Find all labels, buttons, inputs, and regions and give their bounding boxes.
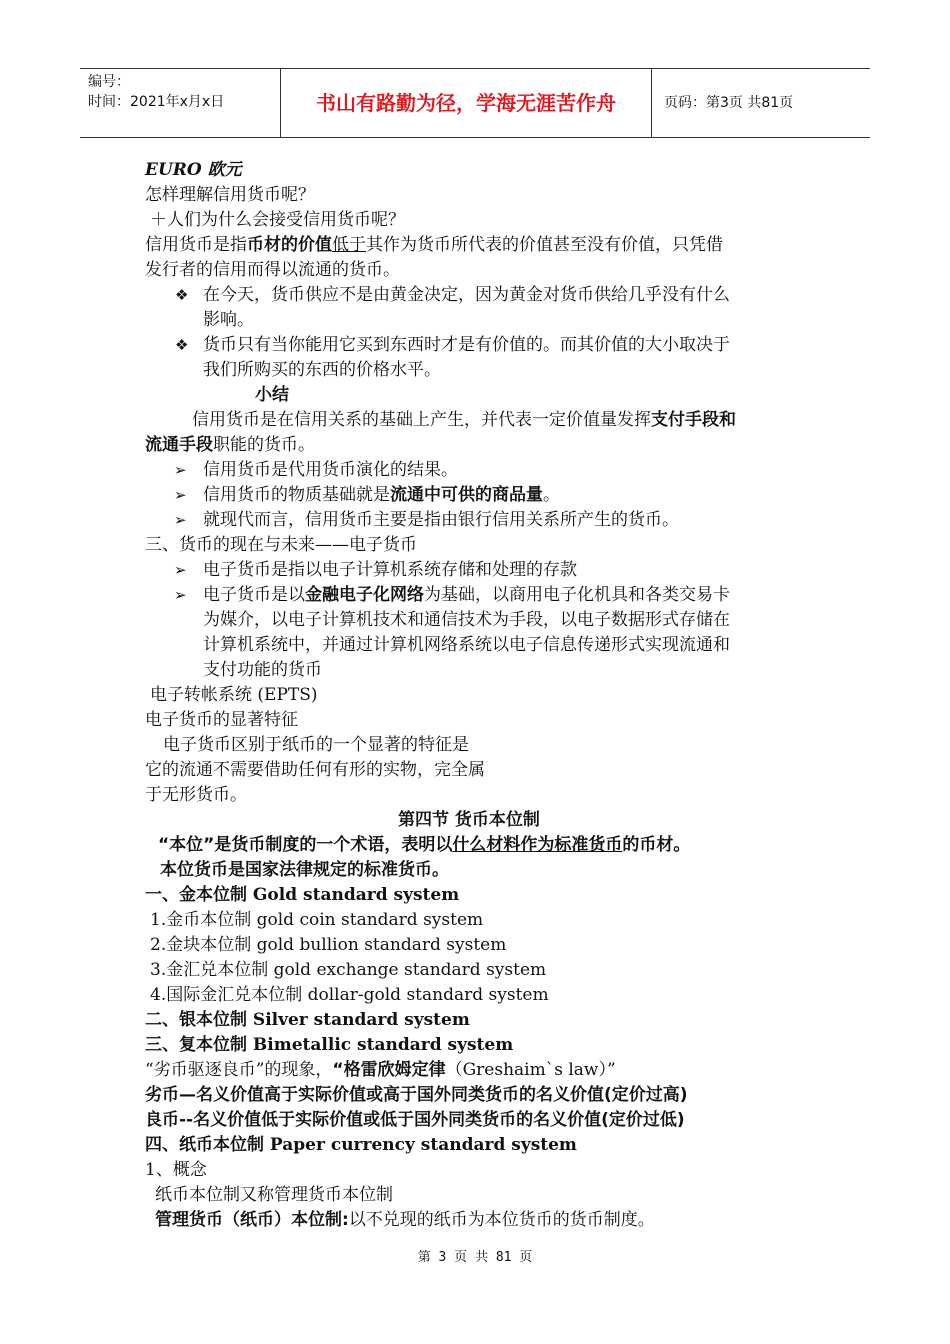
diamond-bullet-icon: ❖ bbox=[175, 336, 189, 354]
emoney-item-1: 电子货币是指以电子计算机系统存储和处理的存款 bbox=[203, 560, 577, 580]
question-2: ＋人们为什么会接受信用货币呢？ bbox=[150, 210, 405, 230]
benwei-definition-2: 本位货币是国家法律规定的标准货币。 bbox=[160, 860, 449, 880]
emoney-item-2-line2: 为媒介，以电子计算机技术和通信技术为手段，以电子数据形式存储在 bbox=[203, 610, 730, 630]
diamond-item-1: 在今天，货币供应不是由黄金决定，因为黄金对货币供给几乎没有什么 bbox=[203, 285, 730, 305]
gold-item-4: 4.国际金汇兑本位制 dollar-gold standard system bbox=[150, 985, 549, 1005]
emoney-feature-line2: 它的流通不需要借助任何有形的实物，完全属 bbox=[145, 760, 485, 780]
emoney-item-2-line3: 计算机系统中，并通过计算机网络系统以电子信息传递形式实现流通和 bbox=[203, 635, 730, 655]
bad-money-definition: 劣币—名义价值高于实际价值或高于国外同类货币的名义价值(定价过高) bbox=[145, 1085, 688, 1105]
emoney-feature-heading: 电子货币的显著特征 bbox=[145, 710, 298, 730]
gold-standard-heading: 一、金本位制 Gold standard system bbox=[145, 885, 460, 905]
diamond-bullet-icon: ❖ bbox=[175, 286, 189, 304]
page-header bbox=[80, 68, 870, 138]
gresham-law-line: “劣币驱逐良币”的现象，“格雷欣姆定律（Greshaim`s law）” bbox=[145, 1060, 616, 1080]
paper-standard-line1: 纸币本位制又称管理货币本位制 bbox=[155, 1185, 393, 1205]
diamond-item-2: 货币只有当你能用它买到东西时才是有价值的。而其价值的大小取决于 bbox=[203, 335, 730, 355]
diamond-item-2-line2: 我们所购买的东西的价格水平。 bbox=[203, 360, 441, 380]
gold-item-3: 3.金汇兑本位制 gold exchange standard system bbox=[150, 960, 547, 980]
arrow-item-2: 信用货币的物质基础就是流通中可供的商品量。 bbox=[203, 485, 560, 505]
silver-standard-heading: 二、银本位制 Silver standard system bbox=[145, 1010, 470, 1030]
page-footer: 第 3 页 共 81 页 bbox=[417, 1250, 533, 1265]
arrow-bullet-icon: ➢ bbox=[174, 586, 187, 604]
header-page-label: 页码：第3页 共81页 bbox=[664, 95, 794, 111]
credit-money-definition: 信用货币是指币材的价值低于其作为货币所代表的价值甚至没有价值，只凭借 bbox=[145, 235, 723, 255]
emoney-item-2-line4: 支付功能的货币 bbox=[203, 660, 322, 680]
emoney-feature-line3: 于无形货币。 bbox=[145, 785, 247, 805]
number-label: 编号： bbox=[88, 74, 130, 90]
arrow-bullet-icon: ➢ bbox=[174, 511, 187, 529]
benwei-definition: “本位”是货币制度的一个术语，表明以什么材料作为标准货币的币材。 bbox=[158, 835, 691, 855]
paper-standard-heading: 四、纸币本位制 Paper currency standard system bbox=[145, 1135, 577, 1155]
gold-item-1: 1.金币本位制 gold coin standard system bbox=[150, 910, 484, 930]
summary-text-line2: 流通手段职能的货币。 bbox=[145, 435, 315, 455]
section-3-heading: 三、货币的现在与未来——电子货币 bbox=[145, 535, 417, 555]
bimetallic-standard-heading: 三、复本位制 Bimetallic standard system bbox=[145, 1035, 514, 1055]
good-money-definition: 良币--名义价值低于实际价值或低于国外同类货币的名义价值(定价过低) bbox=[145, 1110, 685, 1130]
arrow-item-1: 信用货币是代用货币演化的结果。 bbox=[203, 460, 458, 480]
arrow-bullet-icon: ➢ bbox=[174, 461, 187, 479]
arrow-bullet-icon: ➢ bbox=[174, 561, 187, 579]
emoney-item-2: 电子货币是以金融电子化网络为基础，以商用电子化机具和各类交易卡 bbox=[203, 585, 730, 605]
date-label: 时间：2021年x月x日 bbox=[88, 94, 225, 110]
header-info bbox=[80, 69, 280, 137]
summary-text: 信用货币是在信用关系的基础上产生，并代表一定价值量发挥支付手段和 bbox=[192, 410, 736, 430]
epts-line: 电子转帐系统 (EPTS) bbox=[150, 685, 318, 705]
summary-title: 小结 bbox=[255, 385, 289, 405]
header-motto: 书山有路勤为径，学海无涯苦作舟 bbox=[280, 69, 652, 137]
credit-money-definition-line2: 发行者的信用而得以流通的货币。 bbox=[145, 260, 400, 280]
arrow-bullet-icon: ➢ bbox=[174, 486, 187, 504]
emoney-feature-line1: 电子货币区别于纸币的一个显著的特征是 bbox=[163, 735, 469, 755]
gold-item-2: 2.金块本位制 gold bullion standard system bbox=[150, 935, 507, 955]
question-1: 怎样理解信用货币呢？ bbox=[145, 185, 315, 205]
section-4-title: 第四节 货币本位制 bbox=[398, 810, 540, 830]
paper-standard-line2: 管理货币（纸币）本位制:以不兑现的纸币为本位货币的货币制度。 bbox=[155, 1210, 655, 1230]
euro-heading: EURO 欧元 bbox=[145, 160, 242, 180]
diamond-item-1-line2: 影响。 bbox=[203, 310, 254, 330]
arrow-item-3: 就现代而言，信用货币主要是指由银行信用关系所产生的货币。 bbox=[203, 510, 679, 530]
concept-heading: 1、概念 bbox=[145, 1160, 207, 1180]
